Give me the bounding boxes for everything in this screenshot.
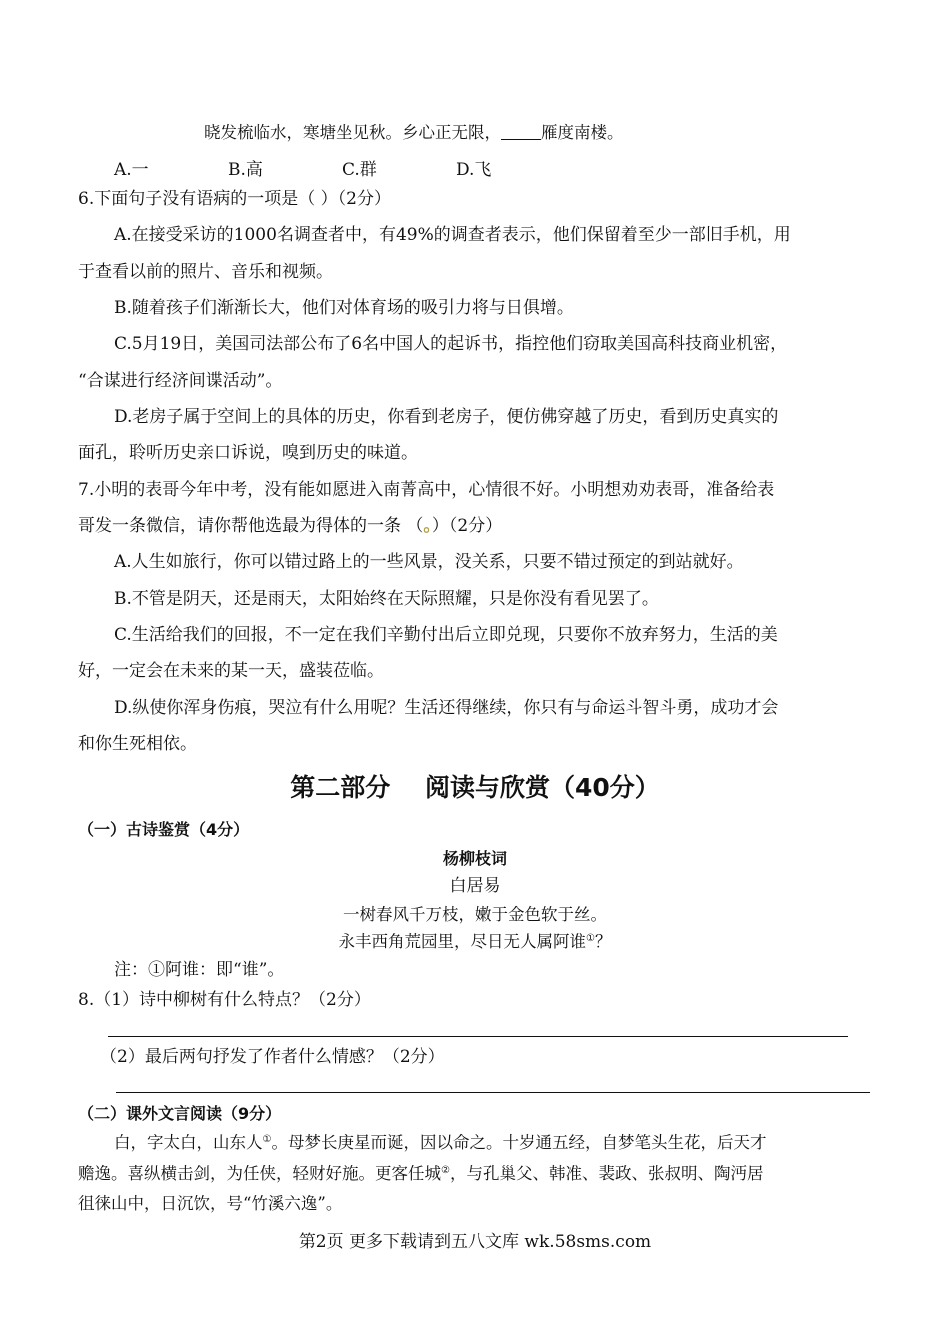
q7-option-b: B.不管是阴天，还是雨天，太阳始终在天际照耀，只是你没有看见罢了。	[114, 589, 659, 609]
part2-title: 第二部分 阅读与欣赏（40分）	[290, 773, 660, 802]
classical-text-2b: ，与孔巢父、韩准、裴政、张叔明、陶沔居	[449, 1164, 764, 1183]
poem-line-after: 雁度南楼。	[541, 123, 624, 142]
q8-part1: 8.（1）诗中柳树有什么特点？（2分）	[78, 990, 371, 1010]
q5-option-a: A.一	[114, 160, 149, 180]
classical-text-1a: 白，字太白，山东人	[114, 1133, 263, 1152]
classical-text-1b: 。母梦长庚星而诞，因以命之。十岁通五经，自梦笔头生花，后天才	[271, 1133, 767, 1152]
q6-option-d-line1: D.老房子属于空间上的具体的历史，你看到老房子，便仿佛穿越了历史，看到历史真实的	[114, 407, 779, 427]
poem-title: 杨柳枝词	[442, 849, 507, 868]
poem-verse-2-text: 永丰西角荒园里，尽日无人属阿谁	[338, 932, 587, 951]
poem-line-before: 晓发梳临水，寒塘坐见秋。乡心正无限，	[204, 123, 501, 142]
classical-text-line1	[114, 1131, 766, 1155]
poem-line	[204, 121, 624, 145]
classical-text-2a: 赡逸。喜纵横击剑，为任侠，轻财好施。更客任城	[78, 1164, 441, 1183]
q7-stem-line2	[78, 514, 502, 538]
q5-option-b: B.高	[228, 160, 263, 180]
q6-stem: 6.下面句子没有语病的一项是（ ）（2分）	[78, 189, 391, 209]
classical-text-line2	[78, 1162, 763, 1186]
q7-stem-b: ）（2分）	[431, 516, 503, 536]
footnote-marker: ②	[441, 1165, 450, 1176]
sec1-heading: （一）古诗鉴赏（4分）	[78, 820, 250, 839]
answer-mark: 。	[423, 516, 432, 536]
q7-stem-a: 哥发一条微信，请你帮他选最为得体的一条 （	[78, 516, 424, 536]
q7-option-d-line2: 和你生死相依。	[78, 734, 197, 754]
q6-option-c-line1: C.5月19日，美国司法部公布了6名中国人的起诉书，指控他们窃取美国高科技商业机密，	[114, 334, 788, 354]
poem-verse-1: 一树春风千万枝，嫩于金色软于丝。	[343, 905, 607, 924]
sec2-heading: （二）课外文言阅读（9分）	[78, 1104, 282, 1123]
q6-option-d-line2: 面孔，聆听历史亲口诉说，嗅到历史的味道。	[78, 443, 418, 463]
poem-note: 注：①阿谁：即“谁”。	[114, 960, 285, 980]
q8-part2: （2）最后两句抒发了作者什么情感？（2分）	[100, 1047, 445, 1067]
q7-option-c-line2: 好，一定会在未来的某一天，盛装莅临。	[78, 661, 384, 681]
q7-stem-line1: 7.小明的表哥今年中考，没有能如愿进入南菁高中，心情很不好。小明想劝劝表哥，准备给表	[78, 480, 775, 500]
q6-option-a-line1: A.在接受采访的1000名调查者中，有49%的调查者表示，他们保留着至少一部旧手机，用	[114, 225, 791, 245]
poem-verse-2	[0, 930, 950, 954]
answer-line-1	[108, 1036, 848, 1037]
q7-option-c-line1: C.生活给我们的回报，不一定在我们辛勤付出后立即兑现，只要你不放弃努力，生活的美	[114, 625, 778, 645]
q6-option-c-line2: “合谋进行经济间谍活动”。	[78, 371, 283, 391]
classical-text-line3: 徂徕山中，日沉饮，号“竹溪六逸”。	[78, 1194, 343, 1213]
q6-option-a-line2: 于查看以前的照片、音乐和视频。	[78, 262, 333, 282]
q7-option-a: A.人生如旅行，你可以错过路上的一些风景，没关系，只要不错过预定的到站就好。	[114, 552, 744, 572]
footnote-marker: ①	[586, 933, 595, 944]
footnote-marker: ①	[262, 1134, 272, 1145]
q5-option-d: D.飞	[456, 160, 492, 180]
q5-option-c: C.群	[342, 160, 377, 180]
q7-option-d-line1: D.纵使你浑身伤痕，哭泣有什么用呢？生活还得继续，你只有与命运斗智斗勇，成功才会	[114, 698, 779, 718]
poet-name: 白居易	[449, 876, 501, 896]
page-footer: 第2页 更多下载请到五八文库 wk.58sms.com	[298, 1232, 652, 1252]
answer-blank	[501, 123, 541, 140]
q6-option-b: B.随着孩子们渐渐长大，他们对体育场的吸引力将与日俱增。	[114, 298, 574, 318]
q5-options	[114, 158, 570, 182]
poem-verse-2-end: ？	[594, 932, 612, 951]
answer-line-2	[116, 1092, 870, 1093]
